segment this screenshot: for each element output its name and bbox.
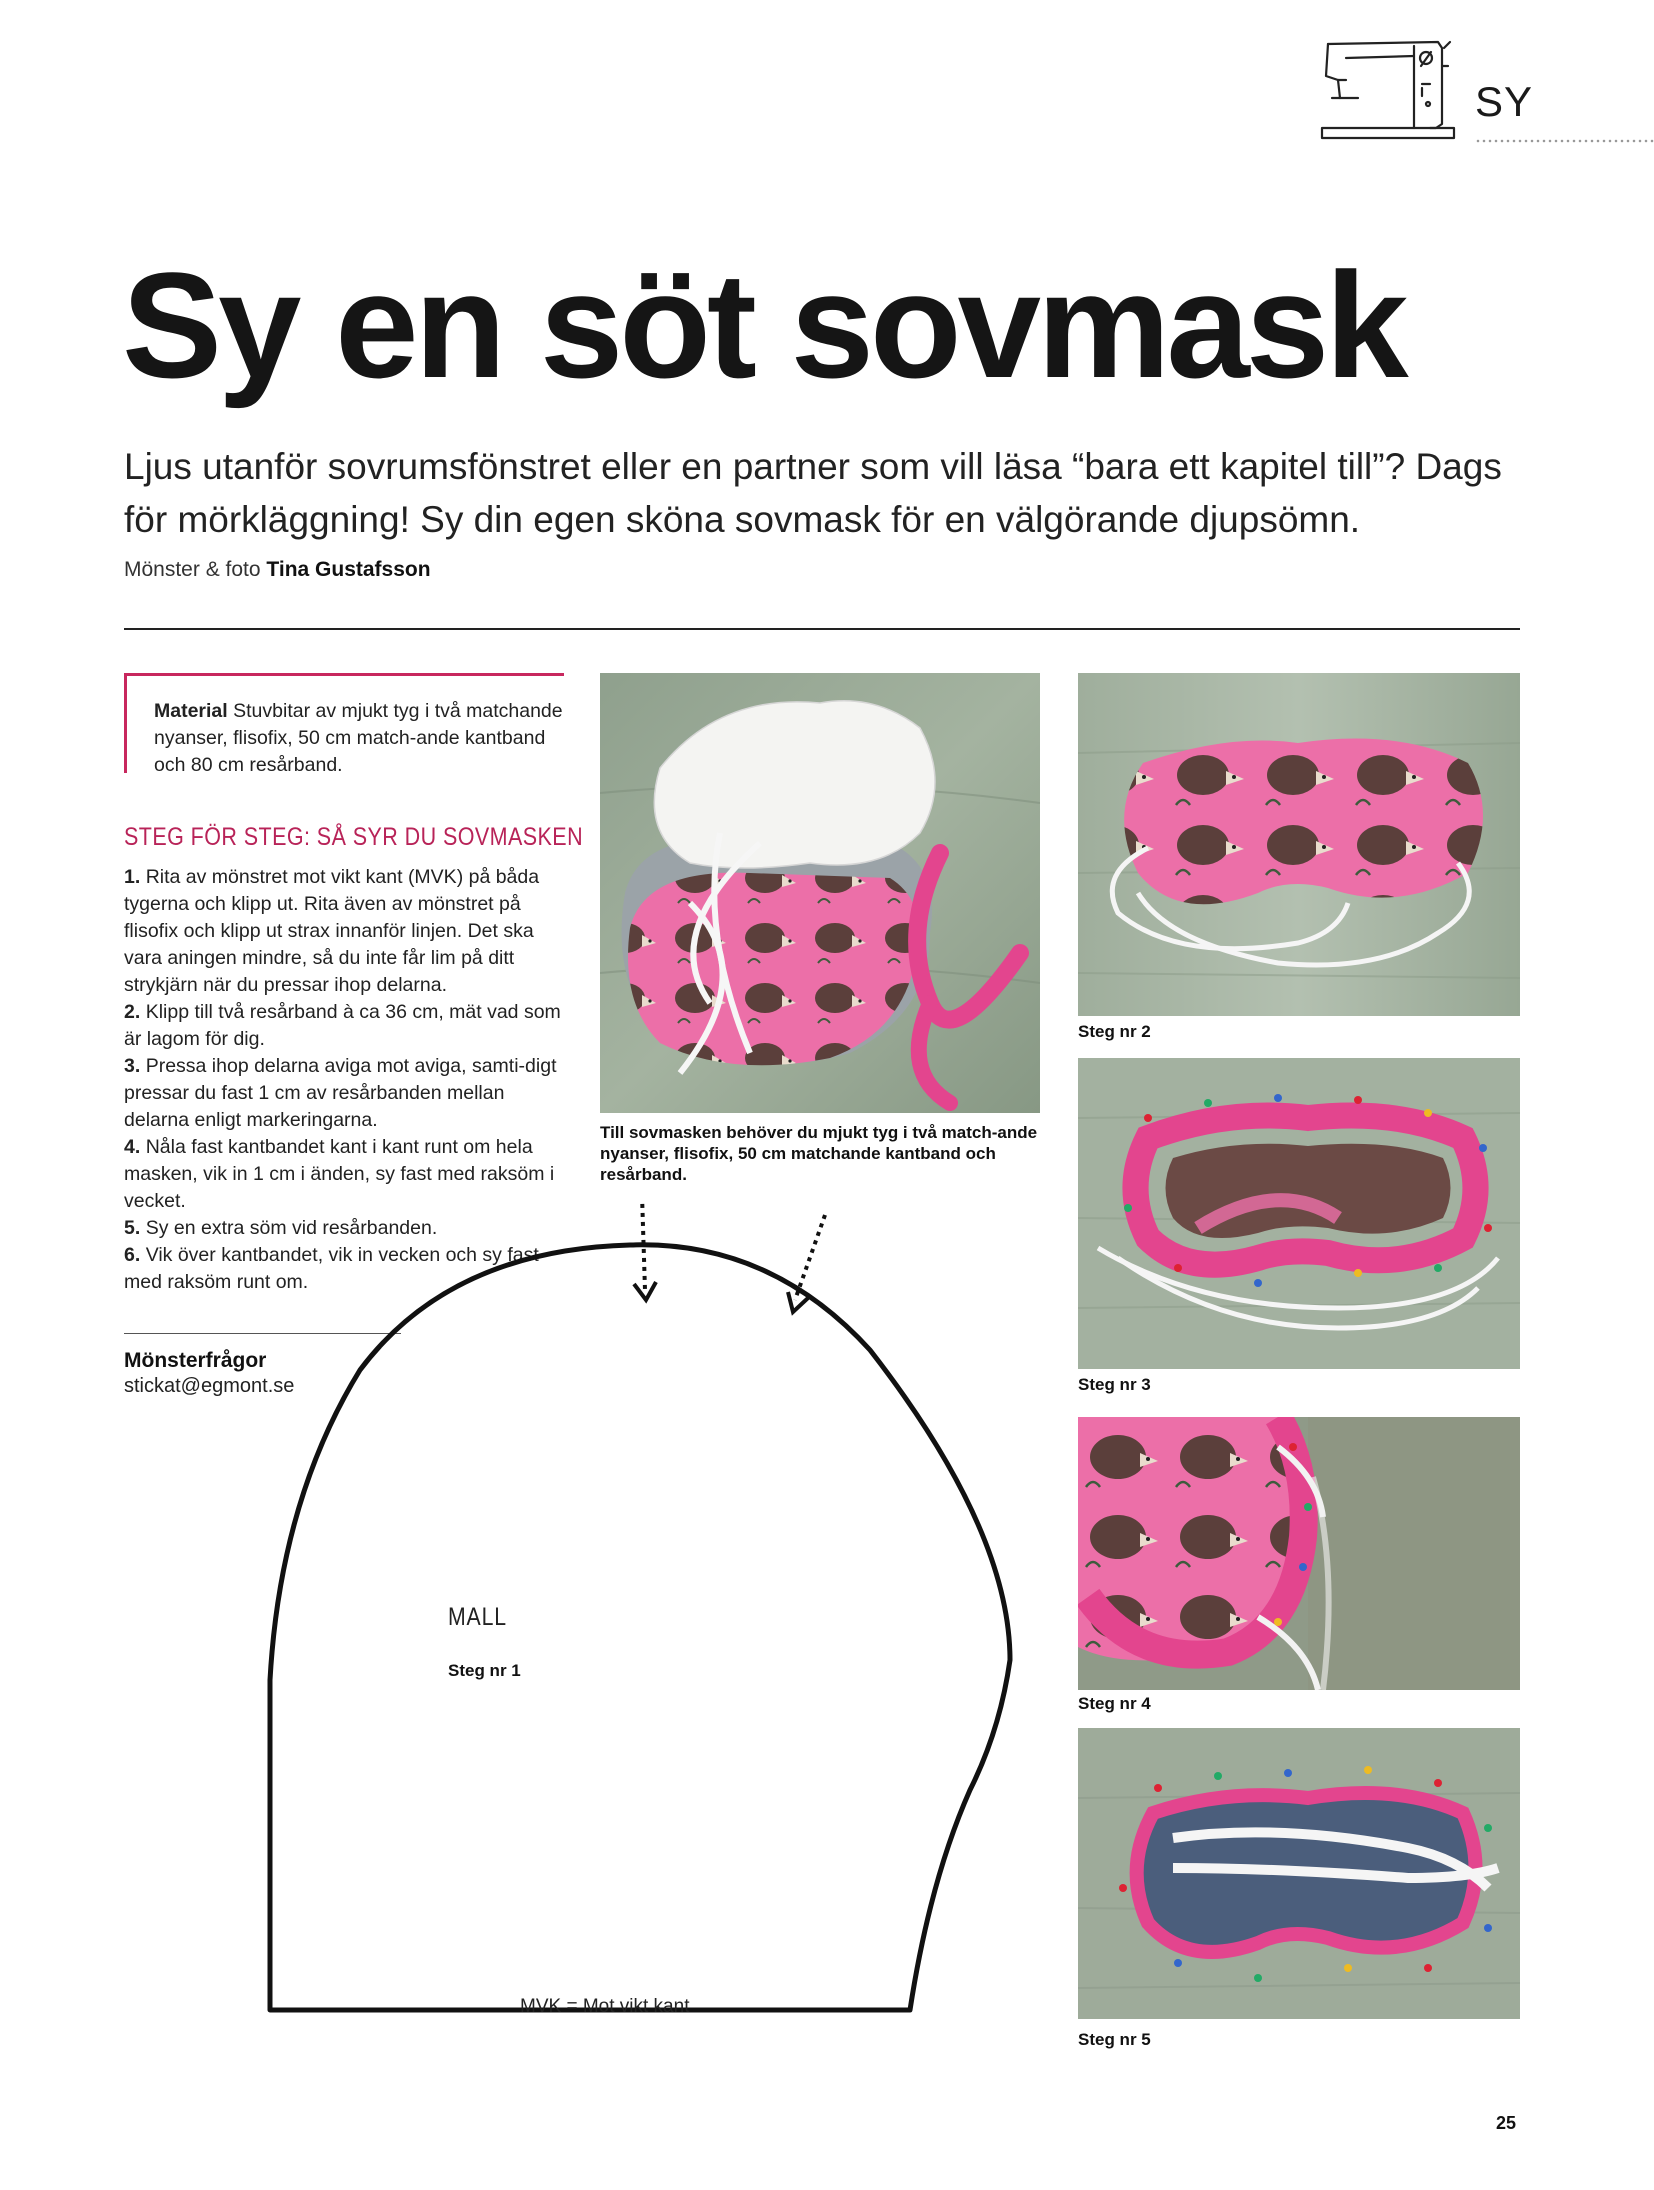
step-text: Vik över kantbandet, vik in vecken och sy fast med raksöm runt om. <box>124 1244 539 1293</box>
step-4-photo <box>1078 1417 1520 1690</box>
step-3-caption: Steg nr 3 <box>1078 1375 1151 1394</box>
step-item <box>124 999 564 1053</box>
byline-prefix: Mönster & foto <box>124 558 261 581</box>
step-3-photo <box>1078 1058 1520 1369</box>
step-number: 6. <box>124 1244 141 1266</box>
elastic-marker-arrow-left <box>634 1200 656 1300</box>
step-2-photo <box>1078 673 1520 1016</box>
sewing-machine-icon <box>1318 36 1468 144</box>
pattern-outline <box>270 1245 1010 2010</box>
material-text <box>154 698 564 779</box>
step-4-caption: Steg nr 4 <box>1078 1694 1151 1713</box>
fold-note: MVK = Mot vikt kant <box>520 1996 690 2017</box>
step-number: 1. <box>124 866 141 888</box>
section-tag: SY <box>1475 78 1534 125</box>
materials-caption: Till sovmasken behöver du mjukt tyg i två match-ande nyanser, flisofix, 50 cm matchande kantband och resårband. <box>600 1123 1038 1184</box>
page-lead: Ljus utanför sovrumsfönstret eller en partner som vill läsa “bara ett kapitel till”? Dags för mörkläggning! Sy din egen sköna sovmask för en välgörande djupsömn. <box>124 446 1502 540</box>
step-text: Sy en extra söm vid resårbanden. <box>145 1217 438 1239</box>
step-5-caption: Steg nr 5 <box>1078 2030 1151 2049</box>
material-body: Stuvbitar av mjukt tyg i två matchande nyanser, flisofix, 50 cm match-ande kantband och 80 cm resårband. <box>154 700 563 776</box>
header-divider <box>124 628 1520 630</box>
steps-heading: STEG FÖR STEG: SÅ SYR DU SOVMASKEN <box>124 823 584 851</box>
step-item <box>124 864 564 999</box>
step-2-caption: Steg nr 2 <box>1078 1022 1151 1041</box>
pattern-label: MALL <box>448 1603 507 1631</box>
step-number: 5. <box>124 1217 141 1239</box>
materials-photo <box>600 673 1040 1113</box>
step-text: Nåla fast kantbandet kant i kant runt om hela masken, vik in 1 cm i änden, sy fast med raksöm i vecket. <box>124 1136 555 1212</box>
page-title: Sy en söt sovmask <box>122 241 1405 409</box>
pattern-template <box>250 1200 1050 2040</box>
page-number: 25 <box>1496 2113 1517 2133</box>
byline-author: Tina Gustafsson <box>266 558 431 581</box>
step-number: 3. <box>124 1055 141 1077</box>
step-item <box>124 1053 564 1134</box>
step-number: 2. <box>124 1001 141 1023</box>
pattern-step-label: Steg nr 1 <box>448 1661 521 1680</box>
step-number: 4. <box>124 1136 141 1158</box>
section-rule <box>1475 138 1654 144</box>
elastic-marker-arrow-right <box>788 1215 825 1312</box>
contact-email[interactable]: stickat@egmont.se <box>124 1375 295 1397</box>
byline <box>124 558 431 582</box>
step-5-photo <box>1078 1728 1520 2019</box>
step-text: Pressa ihop delarna aviga mot aviga, samti-digt pressar du fast 1 cm av resårbanden mellan delarna enligt markeringarna. <box>124 1055 557 1131</box>
contact-title: Mönsterfrågor <box>124 1349 267 1372</box>
step-text: Rita av mönstret mot vikt kant (MVK) på båda tygerna och klipp ut. Rita även av mönstret på flisofix och klipp ut strax innanför linjen. Det ska vara aningen mindre, så du inte får lim på ditt strykjärn när du pressar ihop delarna. <box>124 866 540 996</box>
step-text: Klipp till två resårband à ca 36 cm, mät vad som är lagom för dig. <box>124 1001 561 1050</box>
material-label: Material <box>154 700 228 722</box>
